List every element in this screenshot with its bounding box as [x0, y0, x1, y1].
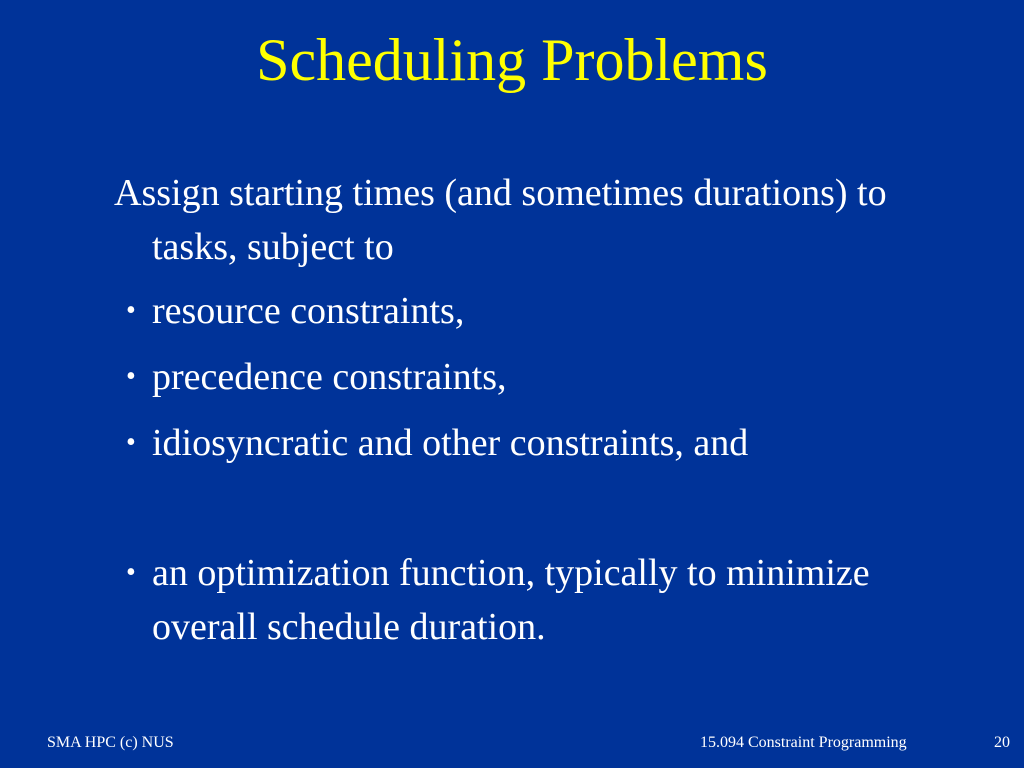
- bullet-marker: •: [126, 557, 136, 588]
- bullet-text: resource constraints,: [152, 290, 465, 332]
- footer-course-title: 15.094 Constraint Programming: [700, 734, 907, 751]
- bullet-marker: •: [126, 295, 136, 326]
- footer-page-number: 20: [994, 734, 1010, 751]
- bullet-item-optimization: [126, 546, 886, 654]
- bullet-item-resource: [126, 284, 886, 338]
- slide-title: Scheduling Problems: [256, 27, 768, 93]
- bullet-text: an optimization function, typically to minimize overall schedule duration.: [152, 552, 870, 648]
- bullet-item-precedence: [126, 350, 886, 404]
- bullet-text: idiosyncratic and other constraints, and: [152, 422, 749, 464]
- bullet-text: precedence constraints,: [152, 356, 507, 398]
- intro-paragraph: Assign starting times (and sometimes durations) to tasks, subject to: [114, 172, 887, 268]
- footer-copyright: SMA HPC (c) NUS: [47, 734, 174, 751]
- bullet-item-idiosyncratic: [126, 416, 886, 470]
- bullet-marker: •: [126, 427, 136, 458]
- bullet-marker: •: [126, 361, 136, 392]
